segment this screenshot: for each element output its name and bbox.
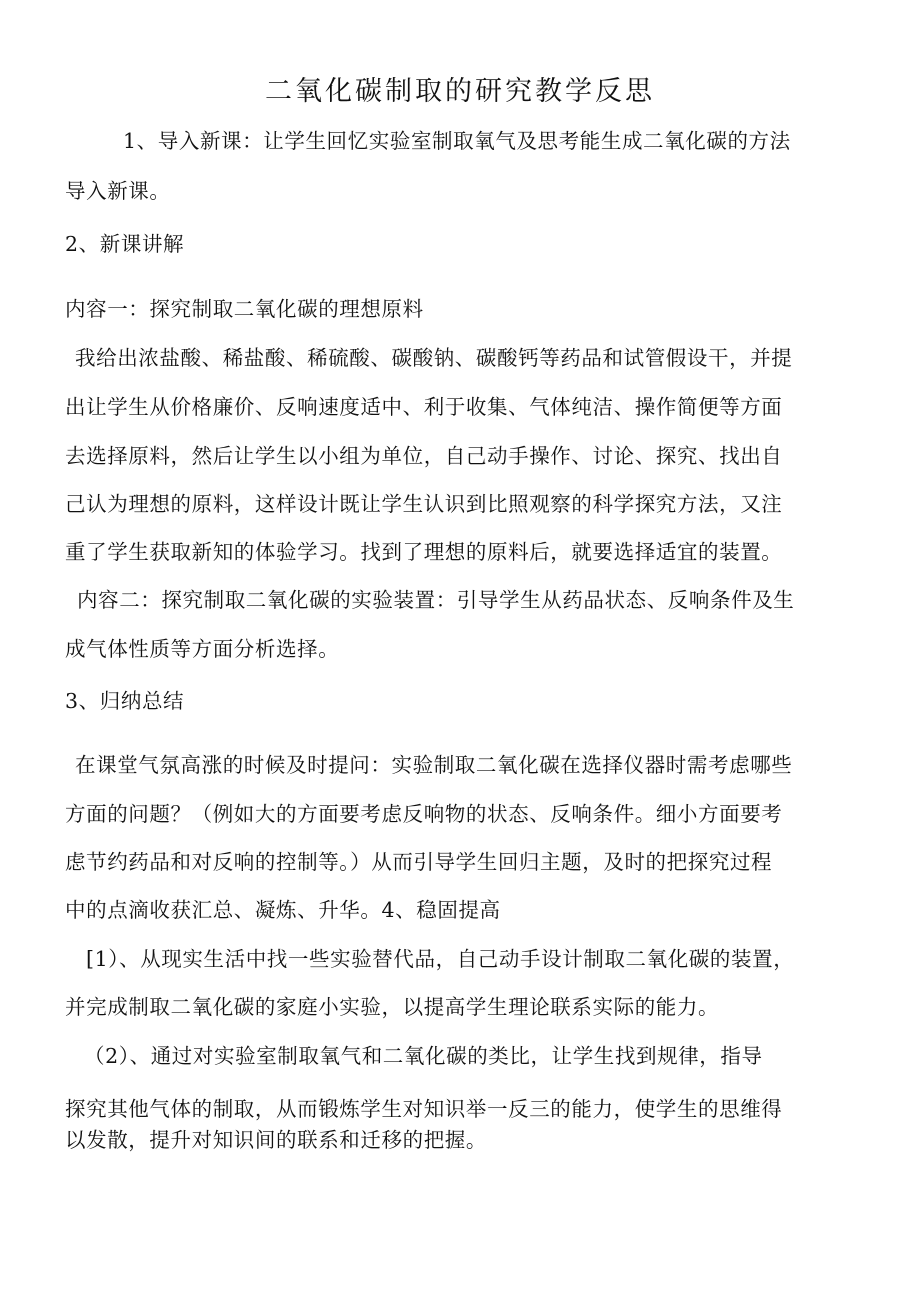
paragraph-line: 己认为理想的原料，这样设计既让学生认识到比照观察的科学探究方法，又注 [65, 492, 783, 516]
paragraph-line: （2）、通过对实验室制取氧气和二氧化碳的类比，让学生找到规律，指导 [84, 1044, 763, 1068]
paragraph-line: 在课堂气氛高涨的时候及时提问：实验制取二氧化碳在选择仪器时需考虑哪些 [75, 753, 793, 777]
paragraph-line: 1、导入新课：让学生回忆实验室制取氧气及思考能生成二氧化碳的方法 [123, 129, 791, 153]
paragraph-line: 虑节约药品和对反响的控制等。）从而引导学生回归主题，及时的把探究过程 [65, 850, 773, 874]
subsection-heading: 内容二：探究制取二氧化碳的实验装置：引导学生从药品状态、反响条件及生 [77, 588, 795, 612]
paragraph-line: 中的点滴收获汇总、凝炼、升华。4、稳固提高 [65, 898, 501, 922]
paragraph-line: 并完成制取二氧化碳的家庭小实验，以提高学生理论联系实际的能力。 [65, 995, 720, 1019]
section-heading: 2、新课讲解 [65, 232, 185, 256]
section-heading: 3、归纳总结 [65, 689, 185, 713]
paragraph-line: 成气体性质等方面分析选择。 [65, 637, 340, 661]
paragraph-line: [1）、从现实生活中找一些实验替代品，自己动手设计制取二氧化碳的装置， [86, 947, 795, 971]
paragraph-line: 导入新课。 [65, 179, 171, 203]
subsection-heading: 内容一：探究制取二氧化碳的理想原料 [65, 297, 424, 321]
paragraph-line: 方面的问题？（例如大的方面要考虑反响物的状态、反响条件。细小方面要考 [65, 802, 783, 826]
paragraph-line: 探究其他气体的制取，从而锻炼学生对知识举一反三的能力，使学生的思维得 [65, 1097, 783, 1121]
paragraph-line: 我给出浓盐酸、稀盐酸、稀硫酸、碳酸钠、碳酸钙等药品和试管假设干，并提 [75, 346, 793, 370]
paragraph-line: 以发散，提升对知识间的联系和迁移的把握。 [65, 1128, 487, 1152]
document-title: 二氧化碳制取的研究教学反思 [265, 76, 655, 107]
paragraph-line: 出让学生从价格廉价、反响速度适中、利于收集、气体纯洁、操作简便等方面 [65, 395, 783, 419]
paragraph-line: 重了学生获取新知的体验学习。找到了理想的原料后，就要选择适宜的装置。 [65, 540, 783, 564]
paragraph-line: 去选择原料，然后让学生以小组为单位，自己动手操作、讨论、探究、找出自 [65, 444, 783, 468]
